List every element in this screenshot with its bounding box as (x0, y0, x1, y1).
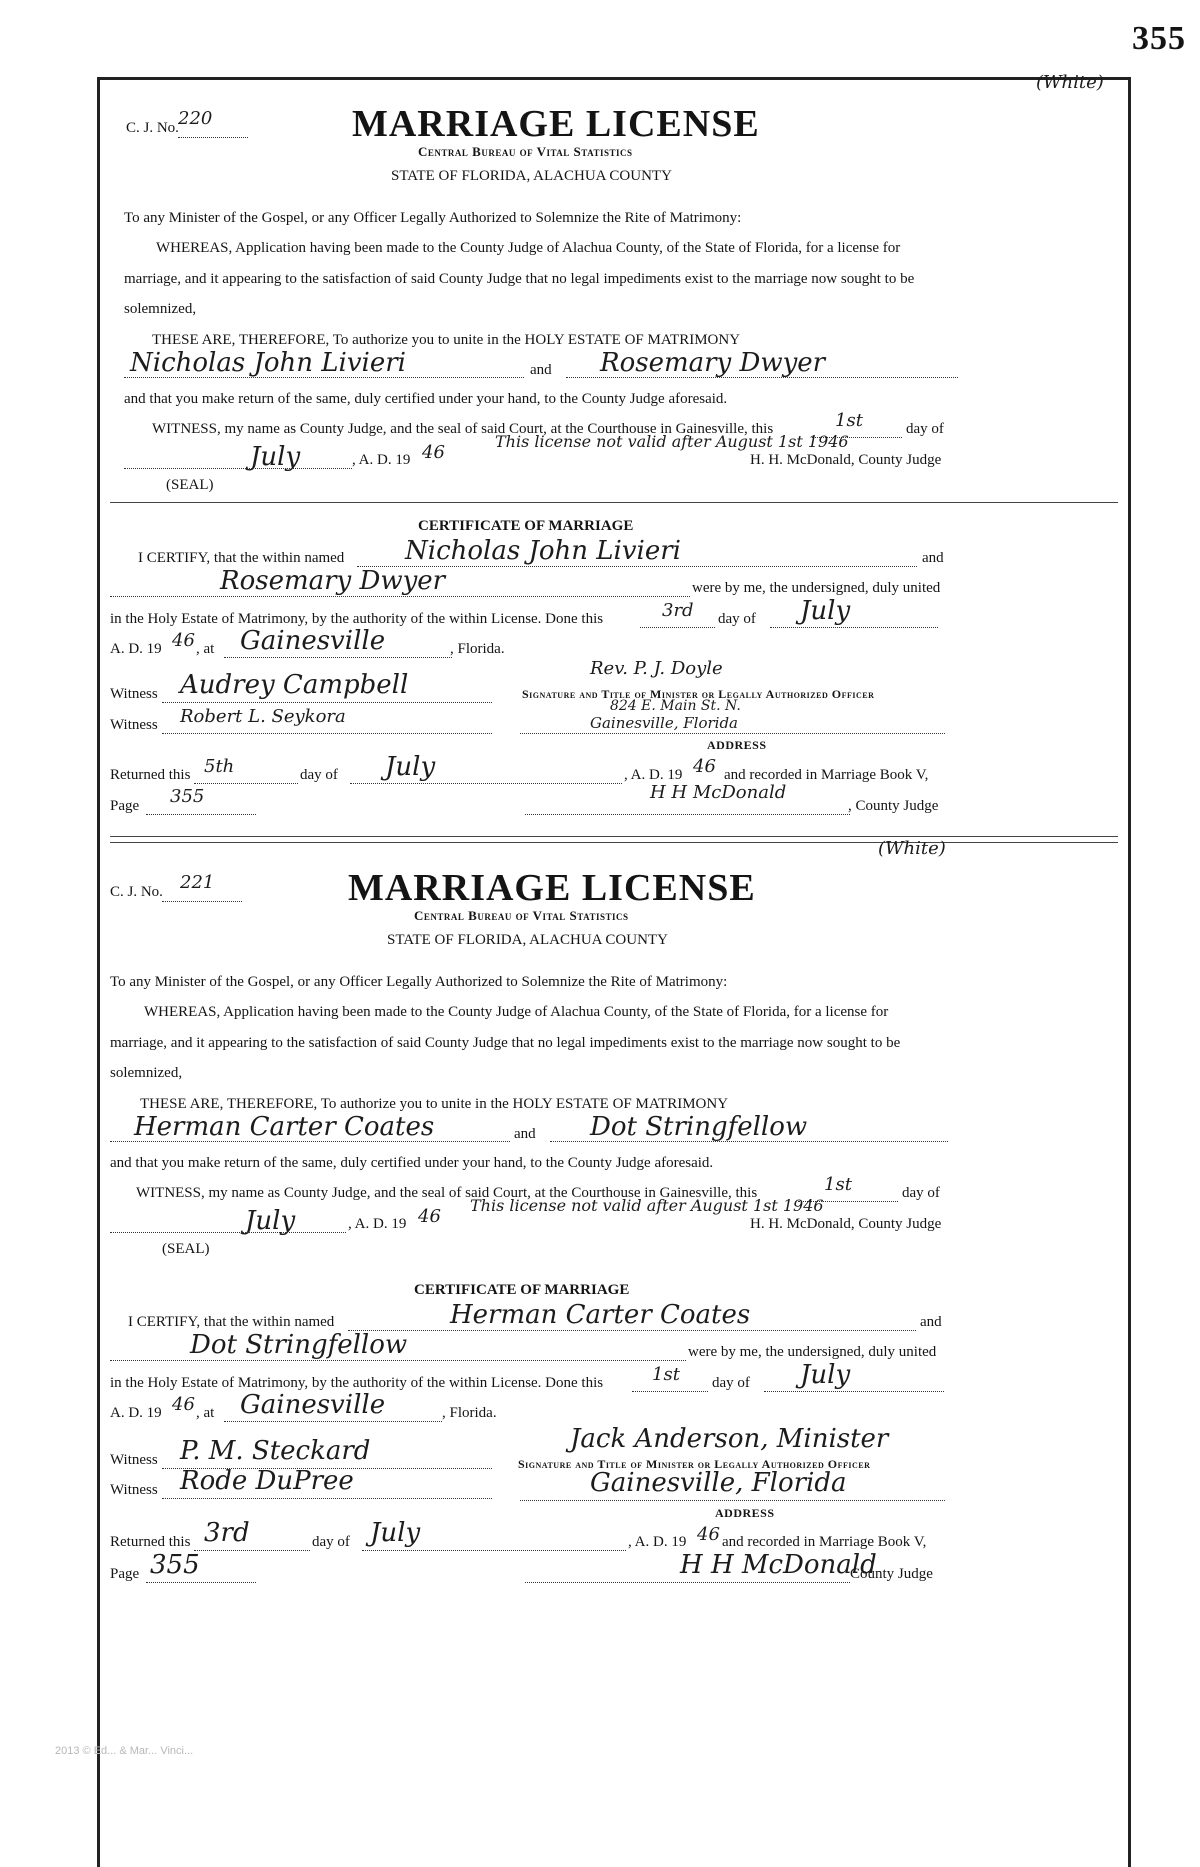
certify-prefix: I CERTIFY, that the within named (138, 550, 345, 566)
address-caption: ADDRESS (707, 738, 767, 752)
month-returned: July (385, 752, 436, 782)
recorded-suffix: and recorded in Marriage Book V, (724, 767, 929, 783)
copyright-watermark: 2013 © Ed... & Mar... Vinci... (55, 1745, 194, 1757)
witness-label-1: Witness (110, 1452, 158, 1468)
united-suffix: were by me, the undersigned, duly united (692, 580, 941, 596)
page-label: Page (110, 1566, 140, 1582)
witness-line: WITNESS, my name as County Judge, and the seal of said Court, at the Courthouse in Gainesville, this (152, 421, 774, 437)
place-married: Gainesville (240, 626, 386, 656)
cert-groom-name: Herman Carter Coates (450, 1300, 751, 1330)
county-judge-label: , County Judge (848, 798, 939, 814)
day-married: 3rd (662, 600, 694, 621)
and-word: and (514, 1126, 536, 1142)
officer-address-1: Gainesville, Florida (590, 1468, 847, 1498)
judge-signature: H H McDonald (680, 1550, 877, 1580)
groom-name: Nicholas John Livieri (130, 348, 406, 378)
certify-prefix: I CERTIFY, that the within named (128, 1314, 335, 1330)
page-number: 355 (1132, 20, 1186, 57)
day-issued: 1st (824, 1174, 852, 1195)
year-issued: 46 (422, 442, 445, 463)
day-of-label-3: day of (312, 1534, 350, 1550)
florida-label: , Florida. (450, 641, 505, 657)
cj-number: 220 (178, 108, 213, 129)
cj-number: 221 (180, 872, 215, 893)
validity-note: This license not valid after August 1st 1946 (470, 1196, 824, 1215)
officer-signature: Rev. P. J. Doyle (590, 658, 723, 679)
day-issued: 1st (835, 410, 863, 431)
address-caption: ADDRESS (715, 1506, 775, 1520)
witness-1: P. M. Steckard (180, 1436, 371, 1466)
whereas-line-1: WHEREAS, Application having been made to the County Judge of Alachua County, of the State of Florida, for a license for (144, 1004, 889, 1020)
month-issued: July (250, 442, 301, 472)
whereas-line-3: solemnized, (110, 1065, 183, 1081)
month-issued: July (245, 1206, 296, 1236)
register-page (97, 72, 1131, 1867)
cert-bride-name: Rosemary Dwyer (220, 566, 446, 596)
day-of-label: day of (902, 1185, 940, 1201)
license-title: MARRIAGE LICENSE (348, 867, 756, 909)
witness-2: Robert L. Seykora (180, 706, 346, 727)
and-word-2: and (922, 550, 944, 566)
seal-label: (SEAL) (166, 477, 214, 493)
day-of-label-2: day of (712, 1375, 750, 1391)
return-line: and that you make return of the same, duly certified under your hand, to the County Judge aforesaid. (124, 391, 728, 407)
officer-address-2: Gainesville, Florida (590, 714, 738, 732)
state-county: STATE OF FLORIDA, ALACHUA COUNTY (387, 932, 668, 948)
ad-at-prefix: A. D. 19 (110, 1405, 162, 1421)
year-issued: 46 (418, 1206, 441, 1227)
at-word: , at (196, 1405, 215, 1421)
officer-address-1: 824 E. Main St. N. (610, 698, 741, 714)
returned-prefix: Returned this (110, 1534, 191, 1550)
cj-label: C. J. No. (110, 884, 163, 900)
seal-label: (SEAL) (162, 1241, 210, 1257)
year-returned: 46 (693, 756, 716, 777)
judge-line: H. H. McDonald, County Judge (750, 1216, 942, 1232)
judge-signature: H H McDonald (650, 782, 787, 803)
and-word-2: and (920, 1314, 942, 1330)
state-county: STATE OF FLORIDA, ALACHUA COUNTY (391, 168, 672, 184)
ad-returned-prefix: , A. D. 19 (624, 767, 683, 783)
race-note: (White) (878, 838, 946, 859)
page-label: Page (110, 798, 140, 814)
holy-estate-line: in the Holy Estate of Matrimony, by the authority of the within License. Done this (110, 611, 604, 627)
recorded-suffix: and recorded in Marriage Book V, (722, 1534, 927, 1550)
page-value: 355 (150, 1550, 200, 1580)
cj-label: C. J. No. (126, 120, 179, 136)
day-of-label-3: day of (300, 767, 338, 783)
day-of-label: day of (906, 421, 944, 437)
whereas-line-2: marriage, and it appearing to the satisfaction of said County Judge that no legal impediments exist to the marriage now sought to be (110, 1035, 901, 1051)
officer-signature: Jack Anderson, Minister (570, 1424, 889, 1454)
year-married: 46 (172, 630, 195, 651)
holy-estate-line: in the Holy Estate of Matrimony, by the authority of the within License. Done this (110, 1375, 604, 1391)
month-married: July (800, 596, 851, 626)
witness-label-2: Witness (110, 1482, 158, 1498)
bride-name: Rosemary Dwyer (600, 348, 826, 378)
cert-groom-name: Nicholas John Livieri (405, 536, 681, 566)
county-judge-label: County Judge (850, 1566, 933, 1582)
day-of-label-2: day of (718, 611, 756, 627)
whereas-line-1: WHEREAS, Application having been made to the County Judge of Alachua County, of the State of Florida, for a license for (156, 240, 901, 256)
certificate-title: CERTIFICATE OF MARRIAGE (414, 1282, 630, 1298)
bureau-name: Central Bureau of Vital Statistics (418, 144, 633, 159)
address-line: To any Minister of the Gospel, or any Officer Legally Authorized to Solemnize the Rite of Matrimony: (124, 210, 742, 226)
year-married: 46 (172, 1394, 195, 1415)
florida-label: , Florida. (442, 1405, 497, 1421)
certificate-title: CERTIFICATE OF MARRIAGE (418, 518, 634, 534)
bride-name: Dot Stringfellow (590, 1112, 808, 1142)
witness-label-1: Witness (110, 686, 158, 702)
these-are-line: THESE ARE, THEREFORE, To authorize you to unite in the HOLY ESTATE OF MATRIMONY (140, 1096, 729, 1112)
day-returned: 3rd (204, 1518, 250, 1548)
whereas-line-3: solemnized, (124, 301, 197, 317)
cert-bride-name: Dot Stringfellow (190, 1330, 408, 1360)
ad-returned-prefix: , A. D. 19 (628, 1534, 687, 1550)
witness-line: WITNESS, my name as County Judge, and the seal of said Court, at the Courthouse in Gainesville, this (136, 1185, 758, 1201)
address-line: To any Minister of the Gospel, or any Officer Legally Authorized to Solemnize the Rite of Matrimony: (110, 974, 728, 990)
year-returned: 46 (697, 1524, 720, 1545)
ad-at-prefix: A. D. 19 (110, 641, 162, 657)
license-title: MARRIAGE LICENSE (352, 103, 760, 145)
return-line: and that you make return of the same, duly certified under your hand, to the County Judge aforesaid. (110, 1155, 714, 1171)
witness-2: Rode DuPree (180, 1466, 354, 1496)
whereas-line-2: marriage, and it appearing to the satisfaction of said County Judge that no legal impediments exist to the marriage now sought to be (124, 271, 915, 287)
ad-prefix: , A. D. 19 (352, 452, 411, 468)
month-married: July (800, 1360, 851, 1390)
witness-label-2: Witness (110, 717, 158, 733)
day-returned: 5th (204, 756, 235, 777)
and-word: and (530, 362, 552, 378)
bureau-name: Central Bureau of Vital Statistics (414, 908, 629, 923)
day-married: 1st (652, 1364, 680, 1385)
race-note: (White) (1036, 72, 1104, 93)
place-married: Gainesville (240, 1390, 386, 1420)
month-returned: July (370, 1518, 421, 1548)
groom-name: Herman Carter Coates (134, 1112, 435, 1142)
officer-caption: Signature and Title of Minister or Legally Authorized Officer (518, 1457, 871, 1471)
ad-prefix: , A. D. 19 (348, 1216, 407, 1232)
united-suffix: were by me, the undersigned, duly united (688, 1344, 937, 1360)
at-word: , at (196, 641, 215, 657)
page-value: 355 (170, 786, 205, 807)
returned-prefix: Returned this (110, 767, 191, 783)
judge-line: H. H. McDonald, County Judge (750, 452, 942, 468)
officer-caption: Signature and Title of Minister or Legally Authorized Officer (522, 687, 875, 701)
witness-1: Audrey Campbell (180, 670, 409, 700)
these-are-line: THESE ARE, THEREFORE, To authorize you to unite in the HOLY ESTATE OF MATRIMONY (152, 332, 741, 348)
validity-note: This license not valid after August 1st 1946 (495, 432, 849, 451)
